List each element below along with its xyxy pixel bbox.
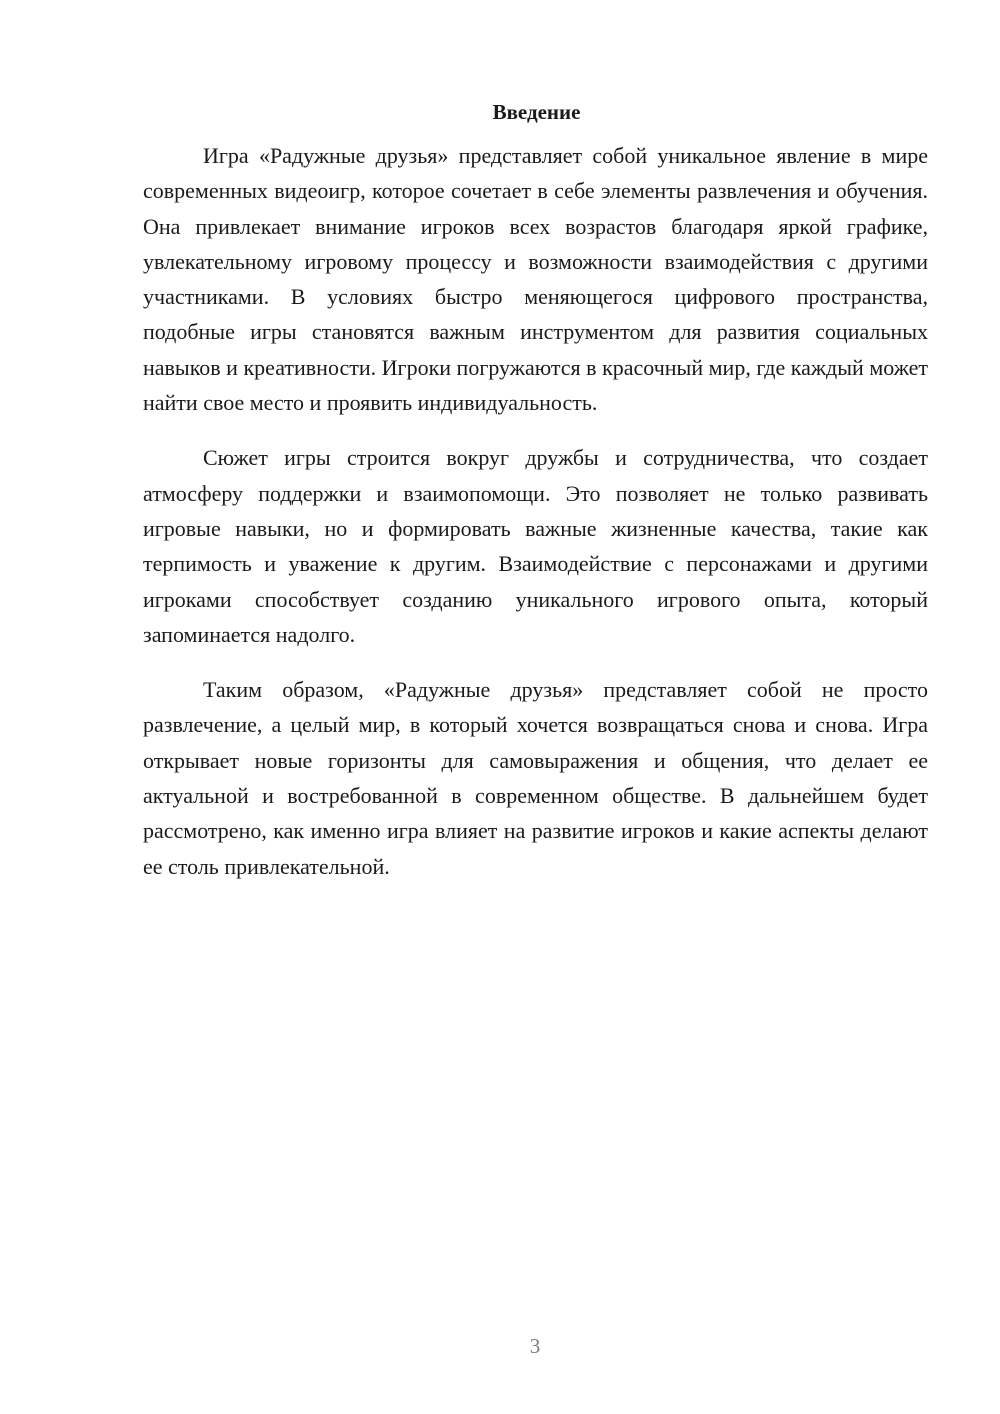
page-number: 3 [529,1334,541,1358]
paragraph-conclusion: Таким образом, «Радужные друзья» представляет собой не просто развлечение, а целый мир, в который хочется возвращаться снова и снова. Игра открывает новые горизонты для самовыражения и общения, что делает ее актуальной и востребованной в современном обществе. В дальнейшем будет рассмотрено, как именно игра влияет на развитие игроков и какие аспекты делают ее столь привлекательной. [143,677,928,879]
paragraph-intro: Игра «Радужные друзья» представляет собой уникальное явление в мире современных видеоигр, которое сочетает в себе элементы развлечения и обучения. Она привлекает внимание игроков всех возрастов благодаря яркой графике, увлекательному игровому процессу и возможности взаимодействия с другими участниками. В условиях быстро меняющегося цифрового пространства, подобные игры становятся важным инструментом для развития социальных навыков и креативности. Игроки погружаются в красочный мир, где каждый может найти свое место и проявить индивидуальность. [143,143,928,416]
paragraph-plot: Сюжет игры строится вокруг дружбы и сотрудничества, что создает атмосферу поддержки и взаимопомощи. Это позволяет не только развивать игровые навыки, но и формировать важные жизненные качества, такие как терпимость и уважение к другим. Взаимодействие с персонажами и другими игроками способствует созданию уникального игрового опыта, который запоминается надолго. [143,445,928,647]
page-content [143,94,928,904]
section-heading: Введение [492,100,581,124]
